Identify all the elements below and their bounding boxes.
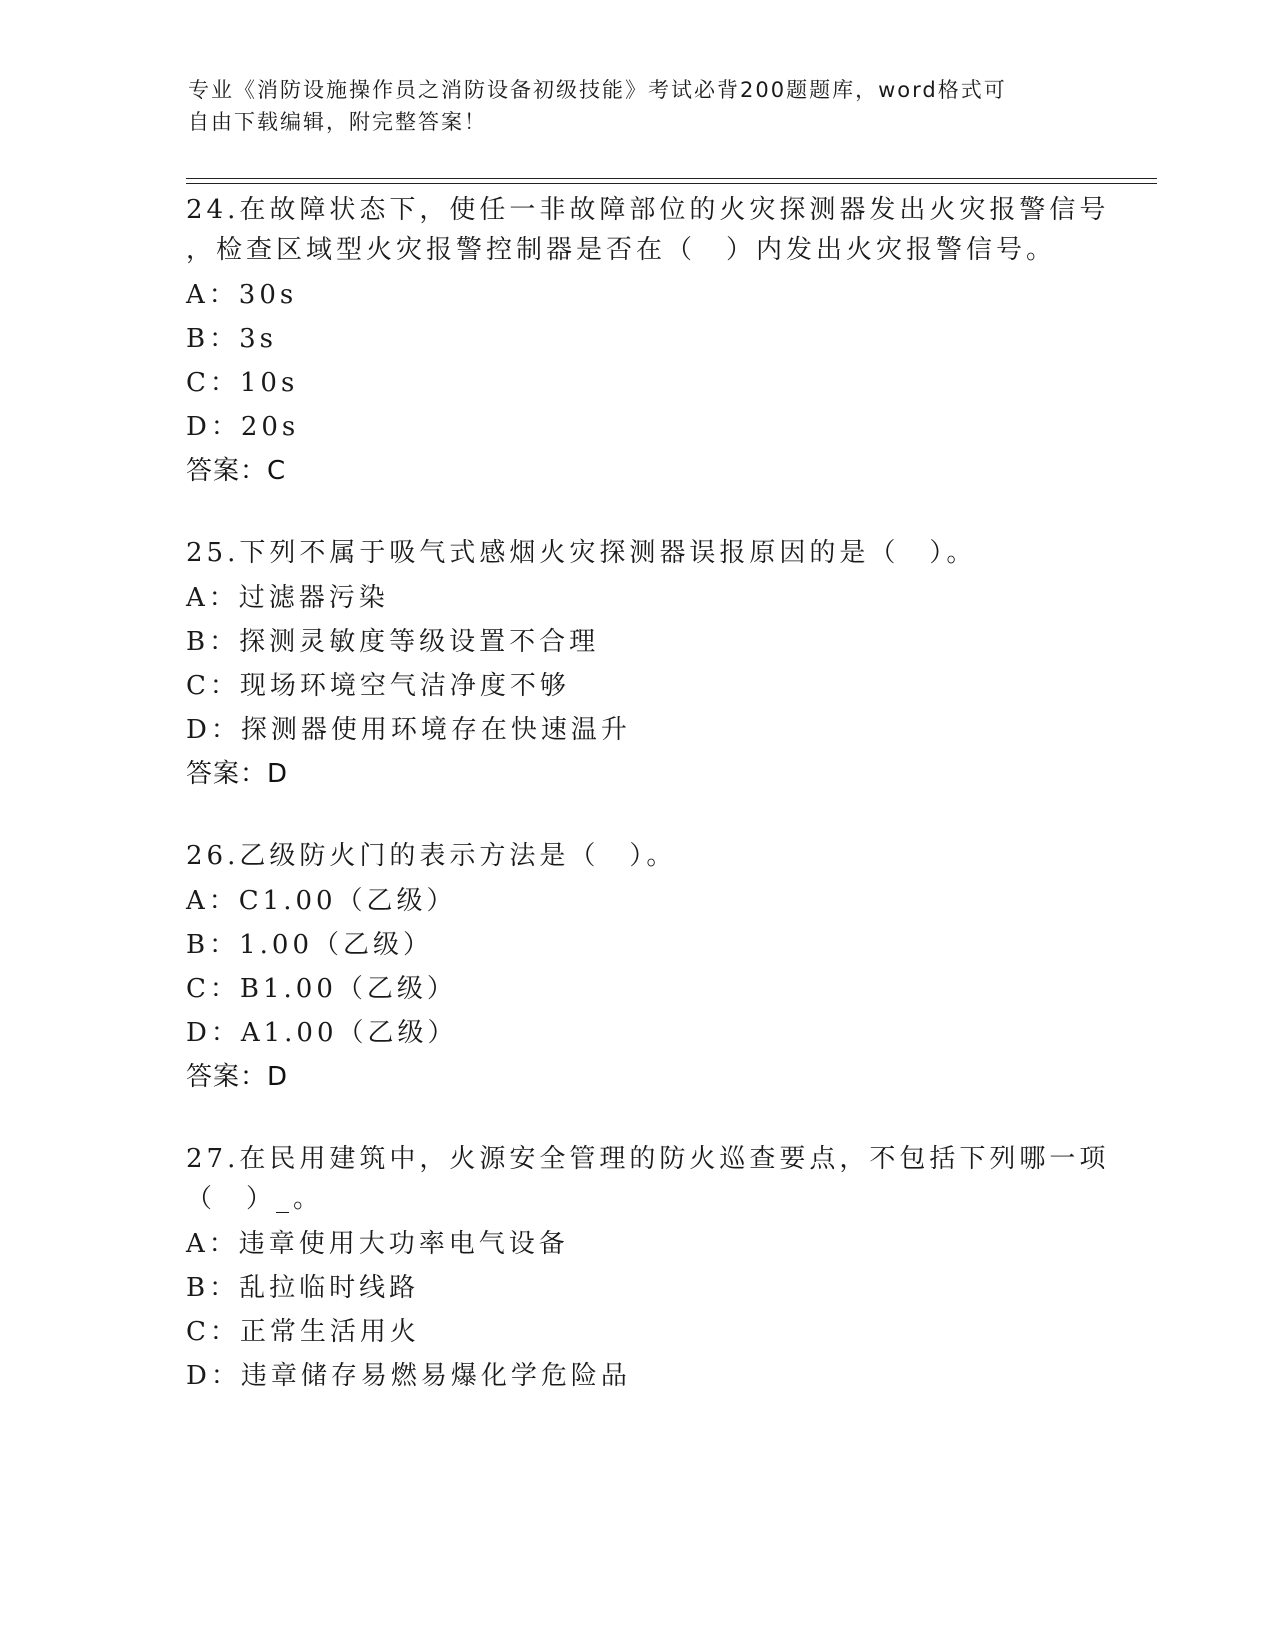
answer-option: B：乱拉临时线路 [186, 1273, 420, 1303]
answer-option: A：30s [186, 280, 298, 310]
answer-option: C：10s [186, 368, 299, 398]
answer-option: B：3s [186, 324, 277, 354]
answer-key: 答案：D [186, 1062, 289, 1092]
question-stem [186, 533, 1146, 573]
answer-option: A：违章使用大功率电气设备 [186, 1229, 569, 1259]
answer-option: B：探测灵敏度等级设置不合理 [186, 627, 600, 657]
header-divider-bottom [186, 183, 1157, 184]
answer-option: D：20s [186, 412, 300, 442]
question-stem-line: 24.在故障状态下，使任一非故障部位的火灾探测器发出火灾报警信号 [186, 195, 1110, 225]
answer-option: C：现场环境空气洁净度不够 [186, 671, 570, 701]
answer-option: D：A1.00（乙级） [186, 1018, 458, 1048]
answer-option: B：1.00（乙级） [186, 930, 433, 960]
header-divider-top [186, 178, 1157, 179]
header-line-2: 自由下载编辑，附完整答案！ [188, 110, 487, 134]
answer-option: A：过滤器污染 [186, 583, 389, 613]
question-stem [186, 190, 1146, 270]
question-stem-line: 25.下列不属于吸气式感烟火灾探测器误报原因的是（ ）。 [186, 538, 977, 568]
question-stem-line: 26.乙级防火门的表示方法是（ ）。 [186, 841, 677, 871]
question-block [186, 836, 1146, 1092]
question-list [186, 190, 1146, 1438]
question-block [186, 190, 1146, 486]
header-line-1: 专业《消防设施操作员之消防设备初级技能》考试必背200题题库，word格式可 [188, 78, 1007, 102]
question-block [186, 1139, 1146, 1391]
answer-key: 答案：D [186, 759, 289, 789]
question-stem-line: ，检查区域型火灾报警控制器是否在（ ）内发出火灾报警信号。 [186, 235, 1057, 265]
answer-option: D：违章储存易燃易爆化学危险品 [186, 1361, 631, 1391]
question-stem-line: 27.在民用建筑中，火源安全管理的防火巡查要点，不包括下列哪一项 [186, 1144, 1110, 1174]
answer-option: A：C1.00（乙级） [186, 886, 457, 916]
document-header [188, 74, 1068, 138]
question-stem [186, 836, 1146, 876]
answer-option: C：正常生活用火 [186, 1317, 420, 1347]
question-stem-line: （ ）_。 [186, 1184, 324, 1214]
answer-key: 答案：C [186, 456, 287, 486]
answer-option: D：探测器使用环境存在快速温升 [186, 715, 631, 745]
question-stem [186, 1139, 1146, 1219]
answer-option: C：B1.00（乙级） [186, 974, 457, 1004]
question-block [186, 533, 1146, 789]
